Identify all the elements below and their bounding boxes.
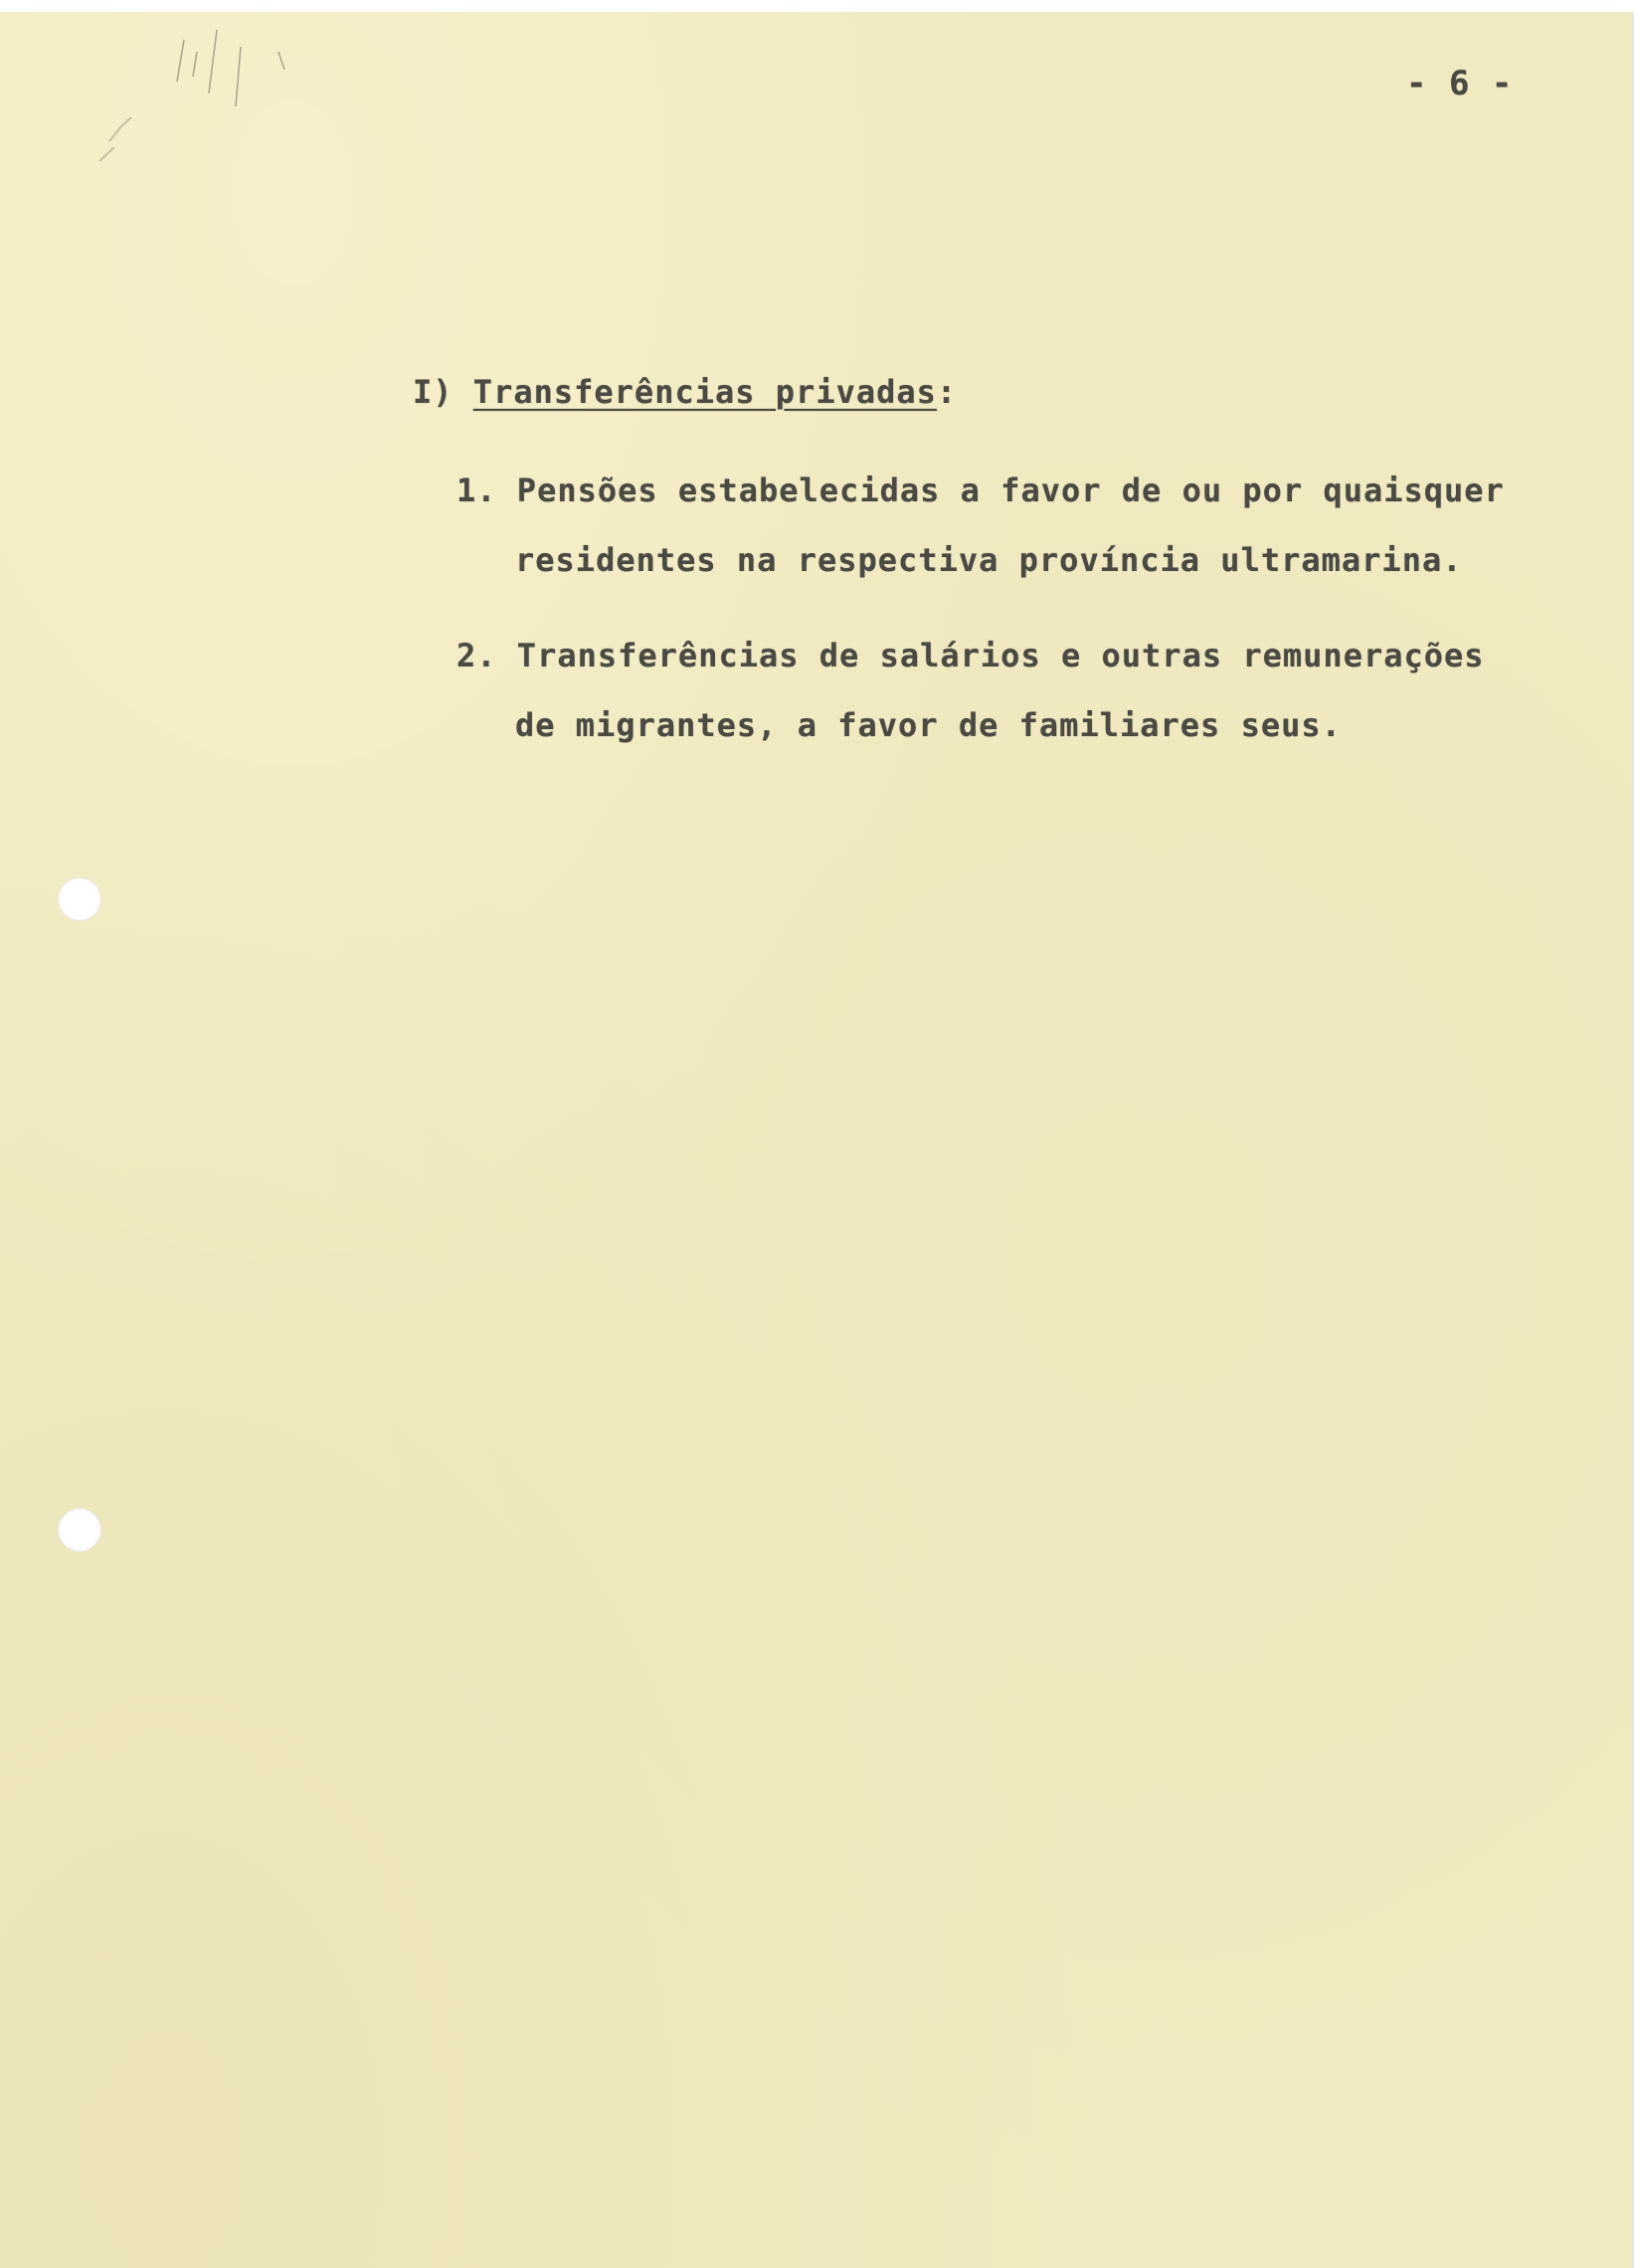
list-item-text: Transferências de salários e outras remunerações [516, 637, 1485, 674]
list-item-1 [456, 472, 1505, 509]
list-item-number: 1. [456, 472, 497, 509]
section-colon: : [936, 373, 958, 411]
document-page [0, 12, 1631, 2268]
list-item-1-continuation: residentes na respectiva província ultramarina. [515, 541, 1463, 579]
punch-hole [58, 1508, 101, 1552]
punch-hole [58, 877, 101, 921]
page-number: - 6 - [1406, 64, 1514, 103]
pencil-marks [90, 22, 308, 181]
list-item-2 [456, 637, 1485, 674]
list-item-2-continuation: de migrantes, a favor de familiares seus. [515, 706, 1342, 744]
list-item-text: Pensões estabelecidas a favor de ou por quaisquer [516, 472, 1505, 509]
section-heading [413, 373, 957, 411]
section-marker: I) [413, 373, 454, 411]
section-title: Transferências privadas [472, 373, 937, 411]
list-item-number: 2. [456, 637, 497, 674]
